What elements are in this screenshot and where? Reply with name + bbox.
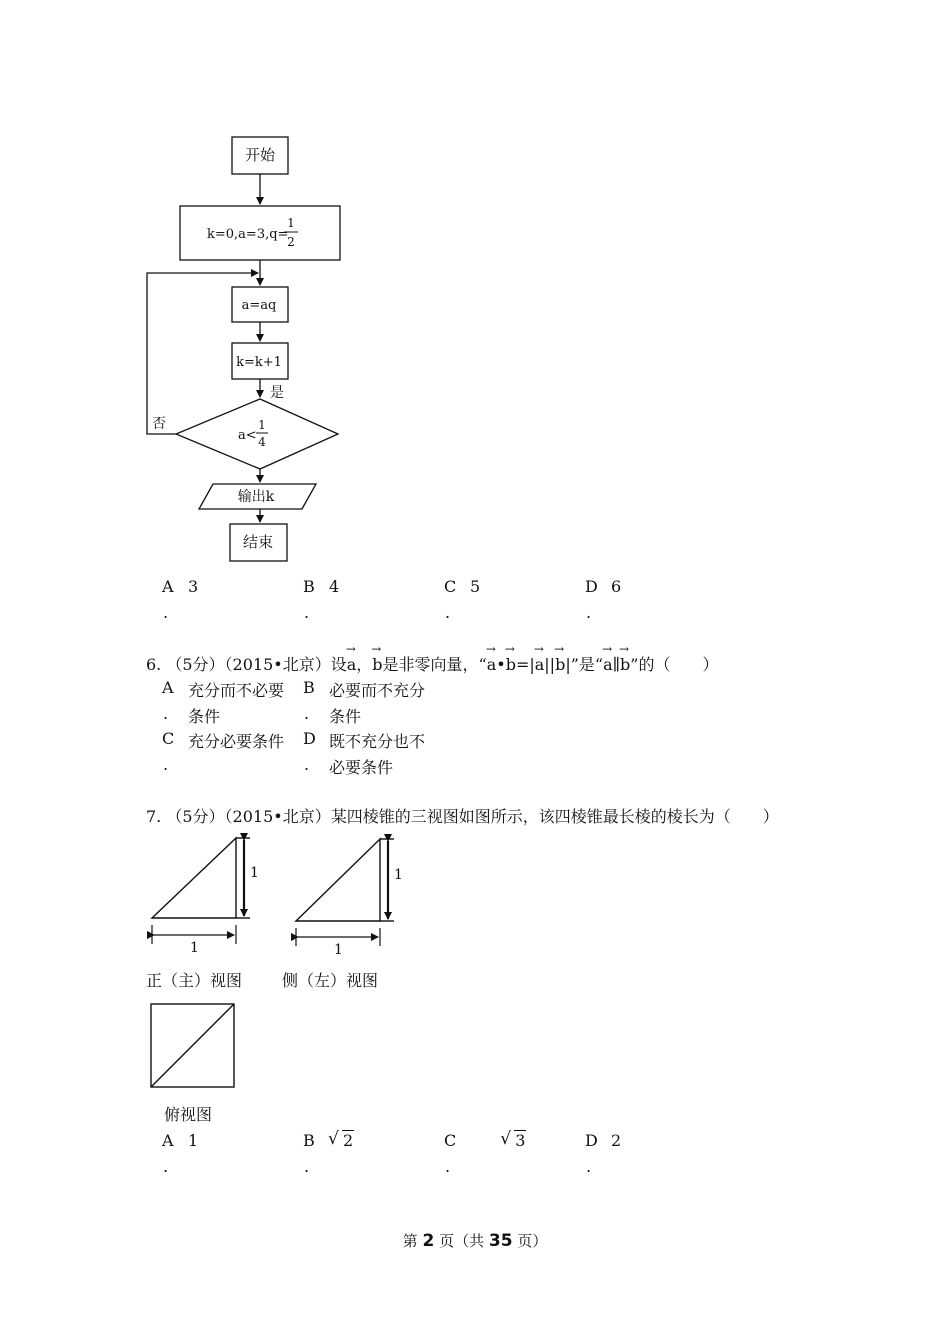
q6-vec-a4: → a xyxy=(603,655,613,674)
side-view-label: 侧（左）视图 xyxy=(282,971,379,990)
q6-option-a-line1: 充分而不必要 xyxy=(188,681,285,700)
q6-vec-b: → b xyxy=(372,655,382,674)
q6-option-d-line1: 既不充分也不 xyxy=(329,732,426,751)
q6-option-b-line1: 必要而不充分 xyxy=(329,681,426,700)
q7-option-a-letter: A xyxy=(162,1131,174,1150)
no-label: 否 xyxy=(152,416,166,432)
q7-option-b-radicand: 2 xyxy=(343,1131,354,1150)
front-view-triangle xyxy=(152,838,236,918)
q5-option-b-dot: . xyxy=(304,603,310,622)
q6-parallel: ∥ xyxy=(612,655,621,674)
output-label: 输出k xyxy=(237,489,275,505)
q6-vec-a3: → a xyxy=(535,655,545,674)
q6-dot: • xyxy=(496,655,506,674)
q6-stem xyxy=(146,652,718,675)
q5-option-b-text: 4 xyxy=(329,577,340,596)
q7-option-b-letter: B xyxy=(303,1131,315,1150)
condition-diamond xyxy=(176,399,338,469)
q6-vec-b4: → b xyxy=(620,655,630,674)
q6-option-c-letter: C xyxy=(162,729,175,748)
q6-middle: 是非零向量，“ xyxy=(382,655,487,674)
start-label: 开始 xyxy=(244,146,276,164)
footer-total-pages: 35 xyxy=(488,1231,513,1251)
footer-page-number: 2 xyxy=(422,1231,435,1251)
q7-option-c-letter: C xyxy=(444,1131,457,1150)
q7-option-b-dot: . xyxy=(304,1157,310,1176)
q6-option-c-line1: 充分必要条件 xyxy=(188,732,285,751)
page-footer xyxy=(0,1230,950,1251)
side-width-label: 1 xyxy=(334,942,343,958)
q7-option-c-radicand: 3 xyxy=(515,1131,526,1150)
q7-option-a-dot: . xyxy=(163,1157,169,1176)
q6-number: 6. xyxy=(146,655,162,674)
three-view-figure xyxy=(0,820,950,1130)
q6-eq: =| xyxy=(515,655,535,674)
cond-label: a< xyxy=(238,428,257,443)
q6-option-c-dot: . xyxy=(163,755,169,774)
q5-option-c-text: 5 xyxy=(470,577,481,596)
q5-option-c-dot: . xyxy=(445,603,451,622)
q6-vec-b3: → b xyxy=(555,655,565,674)
step1-label: a=aq xyxy=(241,298,277,313)
q5-option-c-letter: C xyxy=(444,577,457,596)
front-view-label: 正（主）视图 xyxy=(146,971,243,990)
q6-option-b-letter: B xyxy=(303,678,315,697)
flowchart xyxy=(0,0,950,580)
side-view-triangle xyxy=(296,839,380,921)
q6-option-d-dot: . xyxy=(304,755,310,774)
q5-option-d-dot: . xyxy=(586,603,592,622)
q5-option-a-letter: A xyxy=(162,577,174,596)
q6-option-a-letter: A xyxy=(162,678,174,697)
q7-option-c-dot: . xyxy=(445,1157,451,1176)
q6-vec-a: → a xyxy=(347,655,357,674)
q7-option-c-sqrt: √ 3 xyxy=(500,1129,526,1150)
q6-bars: || xyxy=(544,655,556,674)
cond-frac-num: 1 xyxy=(258,418,266,432)
q7-option-d-dot: . xyxy=(586,1157,592,1176)
q6-end-bar: |”是“ xyxy=(565,655,604,674)
init-frac-den: 2 xyxy=(287,235,295,249)
q5-option-a-dot: . xyxy=(163,603,169,622)
yes-label: 是 xyxy=(270,385,284,401)
q6-tail: ”的（ ） xyxy=(630,655,719,674)
q6-option-a-line2: 条件 xyxy=(188,707,221,726)
q5-option-a-text: 3 xyxy=(188,577,199,596)
q7-option-d-letter: D xyxy=(585,1131,598,1150)
footer-mid: 页（共 xyxy=(439,1232,485,1250)
step2-label: k=k+1 xyxy=(236,355,282,370)
q7-stem: 7. （5分）（2015•北京）某四棱锥的三视图如图所示，该四棱锥最长棱的棱长为（ ） xyxy=(146,807,779,826)
init-frac-num: 1 xyxy=(287,216,295,230)
top-view-label: 俯视图 xyxy=(164,1105,213,1124)
q7-option-d-text: 2 xyxy=(611,1131,622,1150)
q6-option-d-letter: D xyxy=(303,729,316,748)
init-label: k=0,a=3,q= xyxy=(207,227,289,242)
q6-option-b-line2: 条件 xyxy=(329,707,362,726)
end-label: 结束 xyxy=(242,533,274,551)
q6-vec-b2: → b xyxy=(506,655,516,674)
q5-option-d-text: 6 xyxy=(611,577,622,596)
side-height-label: 1 xyxy=(394,867,403,883)
q6-comma: ， xyxy=(356,655,373,674)
footer-pre: 第 xyxy=(402,1232,418,1250)
q5-option-d-letter: D xyxy=(585,577,598,596)
front-width-label: 1 xyxy=(190,940,199,956)
q6-vec-a2: → a xyxy=(487,655,497,674)
q7-option-a-text: 1 xyxy=(188,1131,199,1150)
q6-source: （5分）（2015•北京）设 xyxy=(166,655,347,674)
q7-option-b-sqrt: √ 2 xyxy=(328,1129,354,1150)
q5-option-b-letter: B xyxy=(303,577,315,596)
cond-frac-den: 4 xyxy=(258,435,266,449)
footer-post: 页） xyxy=(517,1232,548,1250)
q6-option-b-dot: . xyxy=(304,704,310,723)
front-height-label: 1 xyxy=(250,865,259,881)
q6-option-d-line2: 必要条件 xyxy=(329,758,394,777)
q6-option-a-dot: . xyxy=(163,704,169,723)
